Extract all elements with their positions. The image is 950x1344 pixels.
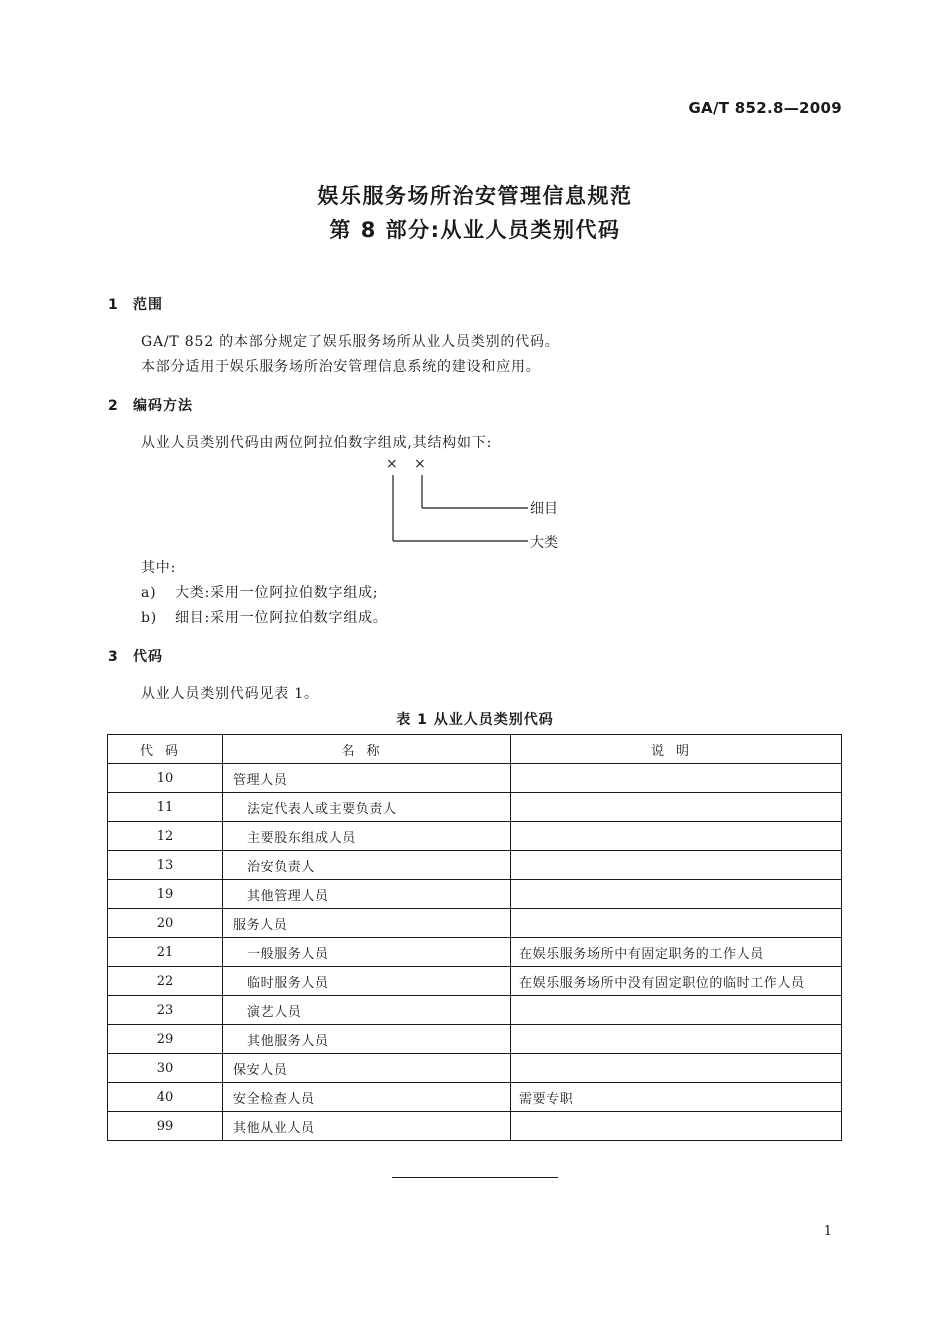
- cell-code: 21: [108, 938, 223, 967]
- cell-code: 10: [108, 764, 223, 793]
- where-label: 其中:: [141, 560, 177, 576]
- cell-code: 40: [108, 1083, 223, 1112]
- section-number: 3: [108, 649, 119, 665]
- cell-code: 30: [108, 1054, 223, 1083]
- table-caption: 表 1 从业人员类别代码: [396, 712, 554, 728]
- cell-code: 19: [108, 880, 223, 909]
- cell-code: 29: [108, 1025, 223, 1054]
- major-digit-symbol: ×: [386, 456, 398, 472]
- cell-name: 其他服务人员: [223, 1025, 511, 1054]
- list-marker: b): [141, 610, 158, 626]
- table-row: [108, 851, 842, 880]
- section-title: 范围: [133, 297, 163, 313]
- cell-name: 主要股东组成人员: [223, 822, 511, 851]
- header-name: 名称: [223, 735, 511, 764]
- coding-intro: 从业人员类别代码由两位阿拉伯数字组成,其结构如下:: [141, 435, 493, 451]
- section-heading-scope: [108, 294, 163, 314]
- end-of-document-rule: [392, 1177, 558, 1178]
- cell-code: 12: [108, 822, 223, 851]
- cell-description: [511, 822, 842, 851]
- table-row: [108, 1112, 842, 1141]
- table-row: [108, 996, 842, 1025]
- page-number: 1: [823, 1224, 832, 1239]
- table-header-row: [108, 735, 842, 764]
- section-number: 1: [108, 297, 119, 313]
- scope-paragraph-1: GA/T 852 的本部分规定了娱乐服务场所从业人员类别的代码。: [141, 334, 560, 350]
- cell-name: 其他管理人员: [223, 880, 511, 909]
- section-title: 编码方法: [133, 398, 193, 414]
- table-row: [108, 764, 842, 793]
- cell-description: [511, 1054, 842, 1083]
- cell-name: 法定代表人或主要负责人: [223, 793, 511, 822]
- cell-name: 一般服务人员: [223, 938, 511, 967]
- section-heading-coding-method: [108, 395, 193, 415]
- cell-name: 其他从业人员: [223, 1112, 511, 1141]
- scope-paragraph-2: 本部分适用于娱乐服务场所治安管理信息系统的建设和应用。: [141, 359, 541, 375]
- cell-code: 11: [108, 793, 223, 822]
- cell-description: 需要专职: [511, 1083, 842, 1112]
- cell-code: 22: [108, 967, 223, 996]
- table-row: [108, 1083, 842, 1112]
- cell-code: 13: [108, 851, 223, 880]
- major-label: 大类: [530, 535, 558, 551]
- cell-name: 安全检查人员: [223, 1083, 511, 1112]
- cell-description: [511, 764, 842, 793]
- cell-name: 管理人员: [223, 764, 511, 793]
- table-row: [108, 822, 842, 851]
- cell-name: 临时服务人员: [223, 967, 511, 996]
- cell-description: 在娱乐服务场所中没有固定职位的临时工作人员: [511, 967, 842, 996]
- cell-description: 在娱乐服务场所中有固定职务的工作人员: [511, 938, 842, 967]
- table-row: [108, 793, 842, 822]
- cell-code: 23: [108, 996, 223, 1025]
- cell-description: [511, 793, 842, 822]
- cell-name: 演艺人员: [223, 996, 511, 1025]
- table-row: [108, 1025, 842, 1054]
- table-row: [108, 880, 842, 909]
- cell-description: [511, 1112, 842, 1141]
- section-title: 代码: [133, 649, 163, 665]
- code-table: [107, 734, 842, 1141]
- codes-intro: 从业人员类别代码见表 1。: [141, 686, 319, 702]
- code-structure-diagram: [380, 455, 580, 555]
- document-title-line2: 第 8 部分:从业人员类别代码: [329, 218, 621, 242]
- cell-name: 保安人员: [223, 1054, 511, 1083]
- cell-description: [511, 1025, 842, 1054]
- list-text: 大类:采用一位阿拉伯数字组成;: [175, 585, 379, 601]
- standard-number: GA/T 852.8—2009: [688, 99, 842, 117]
- header-description: 说明: [511, 735, 842, 764]
- detail-label: 细目: [530, 501, 558, 517]
- table-row: [108, 1054, 842, 1083]
- list-marker: a): [141, 585, 157, 601]
- list-item-a: [141, 582, 378, 602]
- cell-name: 服务人员: [223, 909, 511, 938]
- cell-name: 治安负责人: [223, 851, 511, 880]
- cell-code: 99: [108, 1112, 223, 1141]
- document-title-line1: 娱乐服务场所治安管理信息规范: [317, 184, 633, 208]
- table-row: [108, 938, 842, 967]
- table-row: [108, 909, 842, 938]
- header-code: 代码: [108, 735, 223, 764]
- section-number: 2: [108, 398, 119, 414]
- list-item-b: [141, 607, 388, 627]
- cell-description: [511, 909, 842, 938]
- cell-description: [511, 880, 842, 909]
- detail-digit-symbol: ×: [414, 456, 426, 472]
- list-text: 细目:采用一位阿拉伯数字组成。: [175, 610, 388, 626]
- cell-description: [511, 996, 842, 1025]
- section-heading-codes: [108, 646, 163, 666]
- cell-code: 20: [108, 909, 223, 938]
- table-row: [108, 967, 842, 996]
- cell-description: [511, 851, 842, 880]
